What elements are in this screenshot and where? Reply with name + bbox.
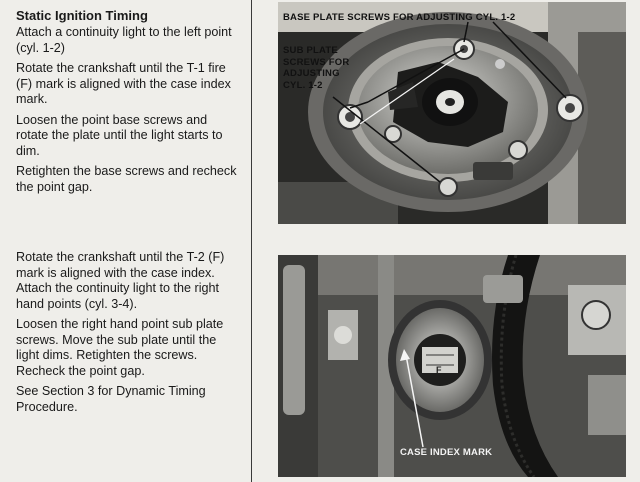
step-loosen-sub-plate: Loosen the right hand point sub plate screws. Move the sub plate until the light dims. Retighten the screws. Recheck the point gap. (16, 317, 224, 378)
case-index-mark-label: CASE INDEX MARK (400, 447, 493, 458)
step-loosen-base: Loosen the point base screws and rotate the plate until the light starts to dim. (16, 112, 223, 158)
base-plate-screws-label: BASE PLATE SCREWS FOR ADJUSTING CYL. 1-2 (283, 12, 516, 23)
step-rotate-crank-t2: Rotate the crankshaft until the T-2 (F) mark is aligned with the case index. Attach the continuity light to the right hand points (cyl. 3-4). (16, 250, 225, 311)
case-index-photo (278, 255, 626, 477)
column-divider (251, 0, 252, 482)
step-see-section: See Section 3 for Dynamic Timing Procedure. (16, 384, 206, 414)
breaker-plate-photo (278, 2, 626, 224)
upper-instructions (16, 8, 242, 200)
timing-mark-text: F (436, 365, 442, 375)
lower-instructions (16, 250, 242, 420)
step-retighten-base: Retighten the base screws and recheck the point gap. (16, 164, 237, 194)
step-rotate-crank-t1: Rotate the crankshaft until the T-1 fire (F) mark is aligned with the case index mark. (16, 61, 231, 106)
step-attach-light: Attach a continuity light to the left point (cyl. 1-2) (16, 25, 232, 55)
case-index-illustration (278, 255, 626, 477)
breaker-plate-illustration (278, 2, 626, 224)
section-title: Static Ignition Timing (16, 8, 148, 23)
sub-plate-screws-label: SUB PLATE SCREWS FOR ADJUSTING CYL. 1-2 (283, 45, 350, 91)
